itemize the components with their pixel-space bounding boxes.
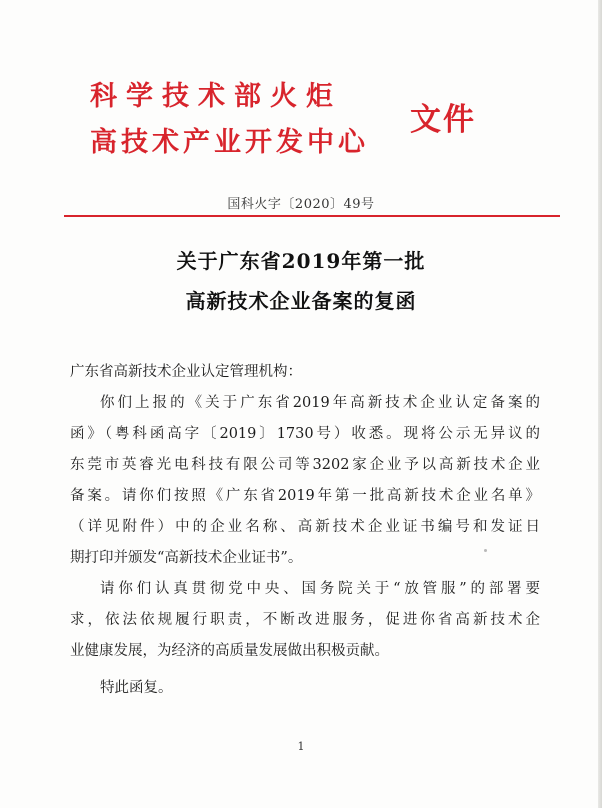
paragraph-line: 期打印并颁发“高新技术企业证书”。: [70, 550, 303, 566]
document-type-label: 文件: [410, 102, 476, 138]
paragraph-line: 你们上报的《关于广东省2019年高新技术企业认定备案的: [100, 395, 540, 411]
paragraph-1: [70, 388, 540, 574]
paragraph-line: 函》（粤科函高字〔2019〕1730号）收悉。现将公示无异议的: [70, 426, 540, 442]
paragraph-line: 备案。请你们按照《广东省2019年第一批高新技术企业名单》: [70, 488, 540, 504]
issuer-name-line2: 高技术产业开发中心: [90, 127, 369, 158]
salutation: 广东省高新技术企业认定管理机构：: [70, 364, 302, 380]
page-edge-shadow: [598, 0, 602, 808]
paragraph-line: （详见附件）中的企业名称、高新技术企业证书编号和发证日: [70, 519, 540, 535]
document-title-line2: 高新技术企业备案的复函: [185, 289, 417, 313]
document-number: 国科火字〔2020〕49号: [227, 197, 375, 212]
page-number: 1: [297, 740, 305, 753]
paragraph-line: 求，依法依规履行职责，不断改进服务，促进你省高新技术企: [70, 612, 540, 628]
paragraph-line: 东莞市英睿光电科技有限公司等3202家企业予以高新技术企业: [70, 457, 540, 473]
paragraph-2: [70, 574, 540, 667]
paragraph-line: 请你们认真贯彻党中央、国务院关于“放管服”的部署要: [100, 581, 540, 597]
scan-speck: [484, 549, 487, 552]
paragraph-line: 业健康发展，为经济的高质量发展做出积极贡献。: [70, 643, 389, 659]
document-title-line1: 关于广东省2019年第一批: [176, 249, 426, 273]
closing-remark: 特此函复。: [100, 680, 173, 696]
header-divider: [64, 215, 560, 217]
issuer-name-line1: 科学技术部火炬: [90, 81, 342, 112]
